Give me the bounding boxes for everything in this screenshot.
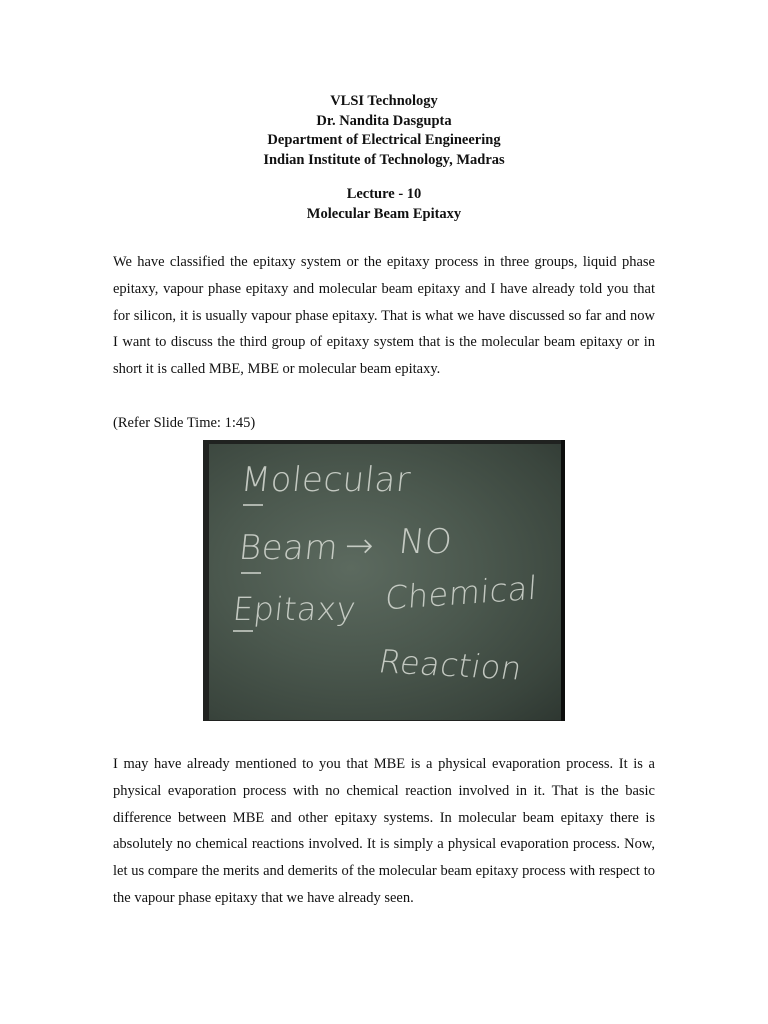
underline-mark-b [241,572,261,574]
lecture-topic: Molecular Beam Epitaxy [306,205,462,222]
author-name: Dr. Nandita Dasgupta [316,112,452,129]
lecture-number: Lecture - 10 [346,186,422,202]
course-title: VLSI Technology [330,93,438,109]
slide-text-reaction: Reaction [375,642,526,688]
slide-text-no: NO [396,522,455,562]
slide-reference: (Refer Slide Time: 1:45) [113,415,256,431]
slide-text-chemical: Chemical [383,568,539,618]
slide-text-epitaxy: Epitaxy [231,590,358,628]
slide-text-beam: Beam [236,528,341,568]
institute-name: Indian Institute of Technology, Madras [263,151,505,168]
paragraph-intro: We have classified the epitaxy system or the epitaxy process in three groups, liquid phase epitaxy, vapour phase epitaxy and molecular beam epitaxy and I have already told you that for silicon, it is usually vapour phase epitaxy. That is what we have discussed so far and now I want to discuss the third group of epitaxy system that is the molecular beam epitaxy or in short it is called MBE, MBE or molecular beam epitaxy. [113,254,655,378]
slide-text-molecular: Molecular [238,460,413,500]
document-header [0,92,768,224]
underline-mark-m [243,504,263,506]
slide-arrow: → [345,526,374,566]
paragraph-mbe-description: I may have already mentioned to you that MBE is a physical evaporation process. It is a physical evaporation process with no chemical reaction involved in it. That is the basic difference between MBE and other epitaxy systems. In molecular beam epitaxy there is absolutely no chemical reactions involved. It is simply a physical evaporation process. Now, let us compare the merits and demerits of the molecular beam epitaxy process with respect to the vapour phase epitaxy that we have already seen. [113,756,655,906]
department-name: Department of Electrical Engineering [267,132,501,148]
underline-mark-e [233,630,253,632]
blackboard-slide-image [203,440,565,721]
